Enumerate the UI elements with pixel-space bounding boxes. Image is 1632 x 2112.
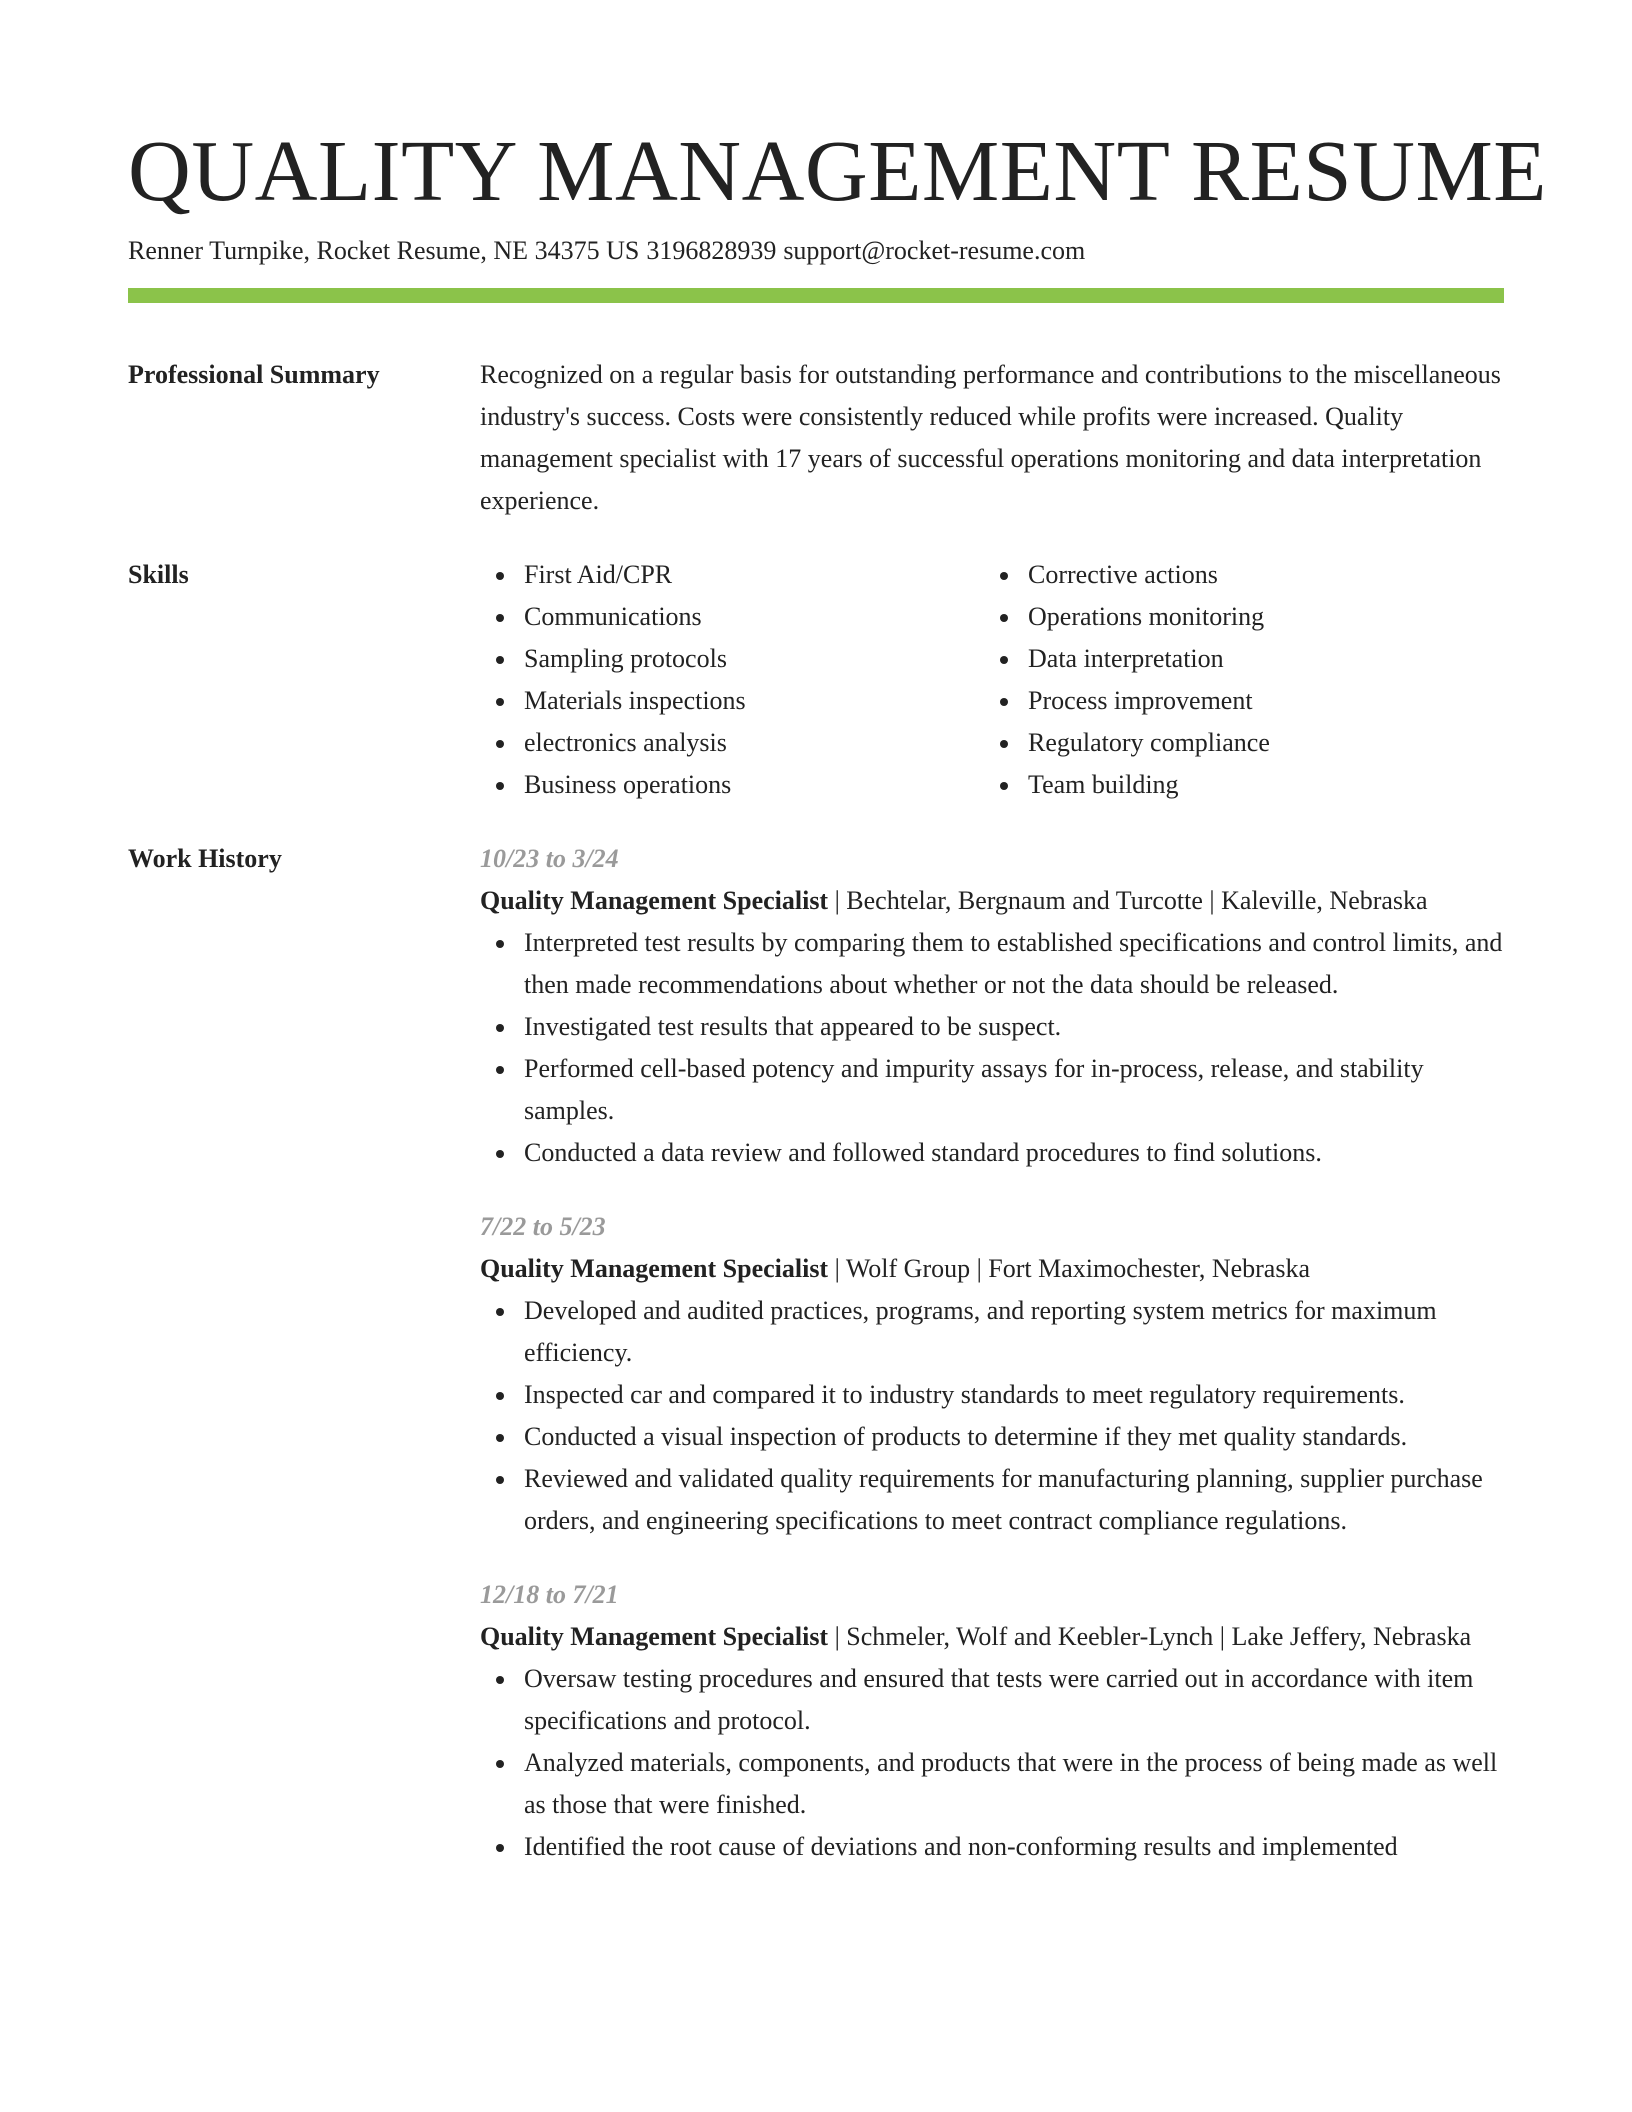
job-bullet: Reviewed and validated quality requirements for manufacturing planning, supplier purchase orders, and engineering specifications to meet contract compliance regulations. xyxy=(480,1458,1504,1542)
summary-section xyxy=(128,354,1504,522)
summary-heading: Professional Summary xyxy=(128,360,380,389)
work-history-body xyxy=(480,838,1504,1868)
skills-section xyxy=(128,554,1504,806)
skills-list-left xyxy=(480,554,984,806)
skill-item: Regulatory compliance xyxy=(984,722,1488,764)
job-entry xyxy=(480,1574,1504,1868)
job-entry xyxy=(480,838,1504,1174)
skill-item: Communications xyxy=(480,596,984,638)
skill-item: Data interpretation xyxy=(984,638,1488,680)
job-title: Quality Management Specialist xyxy=(480,1254,829,1283)
job-bullet: Conducted a visual inspection of products to determine if they met quality standards. xyxy=(480,1416,1504,1458)
skill-item: Process improvement xyxy=(984,680,1488,722)
skill-item: Sampling protocols xyxy=(480,638,984,680)
skill-item: Team building xyxy=(984,764,1488,806)
skill-item: electronics analysis xyxy=(480,722,984,764)
work-history-section xyxy=(128,838,1504,1868)
job-bullet-list xyxy=(480,922,1504,1174)
contact-email: support@rocket-resume.com xyxy=(783,236,1086,265)
job-details: | Bechtelar, Bergnaum and Turcotte | Kaleville, Nebraska xyxy=(828,886,1428,915)
job-bullet: Oversaw testing procedures and ensured that tests were carried out in accordance with item specifications and protocol. xyxy=(480,1658,1504,1742)
job-bullet: Investigated test results that appeared to be suspect. xyxy=(480,1006,1504,1048)
summary-text: Recognized on a regular basis for outstanding performance and contributions to the miscellaneous industry's success. Costs were consistently reduced while profits were increased. Quality management specialist with 17 years of successful operations monitoring and data interpretation experience. xyxy=(480,360,1501,515)
job-title-line xyxy=(480,1616,1504,1658)
skills-list-right xyxy=(984,554,1488,806)
job-bullet: Developed and audited practices, programs, and reporting system metrics for maximum efficiency. xyxy=(480,1290,1504,1374)
skill-item: First Aid/CPR xyxy=(480,554,984,596)
job-bullet: Conducted a data review and followed standard procedures to find solutions. xyxy=(480,1132,1504,1174)
work-history-heading: Work History xyxy=(128,844,282,873)
skill-item: Operations monitoring xyxy=(984,596,1488,638)
skill-item: Business operations xyxy=(480,764,984,806)
contact-address: Renner Turnpike, Rocket Resume, NE 34375 US xyxy=(128,236,640,265)
job-title-line xyxy=(480,1248,1504,1290)
skills-body xyxy=(480,554,1504,806)
resume-title: QUALITY MANAGEMENT RESUME xyxy=(128,122,1547,219)
skill-item: Corrective actions xyxy=(984,554,1488,596)
job-bullet: Interpreted test results by comparing them to established specifications and control limits, and then made recommendations about whether or not the data should be released. xyxy=(480,922,1504,1006)
job-dates: 7/22 to 5/23 xyxy=(480,1212,606,1241)
skills-heading: Skills xyxy=(128,560,189,589)
job-title-line xyxy=(480,880,1504,922)
job-bullet: Identified the root cause of deviations and non-conforming results and implemented xyxy=(480,1826,1504,1868)
job-bullet: Inspected car and compared it to industry standards to meet regulatory requirements. xyxy=(480,1374,1504,1416)
skill-item: Materials inspections xyxy=(480,680,984,722)
skills-columns xyxy=(480,554,1504,806)
job-title: Quality Management Specialist xyxy=(480,1622,829,1651)
header-divider xyxy=(128,288,1504,303)
job-dates: 10/23 to 3/24 xyxy=(480,844,619,873)
job-title: Quality Management Specialist xyxy=(480,886,829,915)
job-details: | Schmeler, Wolf and Keebler-Lynch | Lake Jeffery, Nebraska xyxy=(828,1622,1472,1651)
contact-phone: 3196828939 xyxy=(646,236,777,265)
job-bullet: Performed cell-based potency and impurity assays for in-process, release, and stability samples. xyxy=(480,1048,1504,1132)
job-dates: 12/18 to 7/21 xyxy=(480,1580,619,1609)
resume-page xyxy=(128,0,1547,1868)
job-entry xyxy=(480,1206,1504,1542)
job-details: | Wolf Group | Fort Maximochester, Nebraska xyxy=(828,1254,1311,1283)
job-bullet-list xyxy=(480,1658,1504,1868)
summary-body xyxy=(480,354,1504,522)
contact-line xyxy=(128,234,1504,268)
job-bullet: Analyzed materials, components, and products that were in the process of being made as well as those that were finished. xyxy=(480,1742,1504,1826)
job-bullet-list xyxy=(480,1290,1504,1542)
